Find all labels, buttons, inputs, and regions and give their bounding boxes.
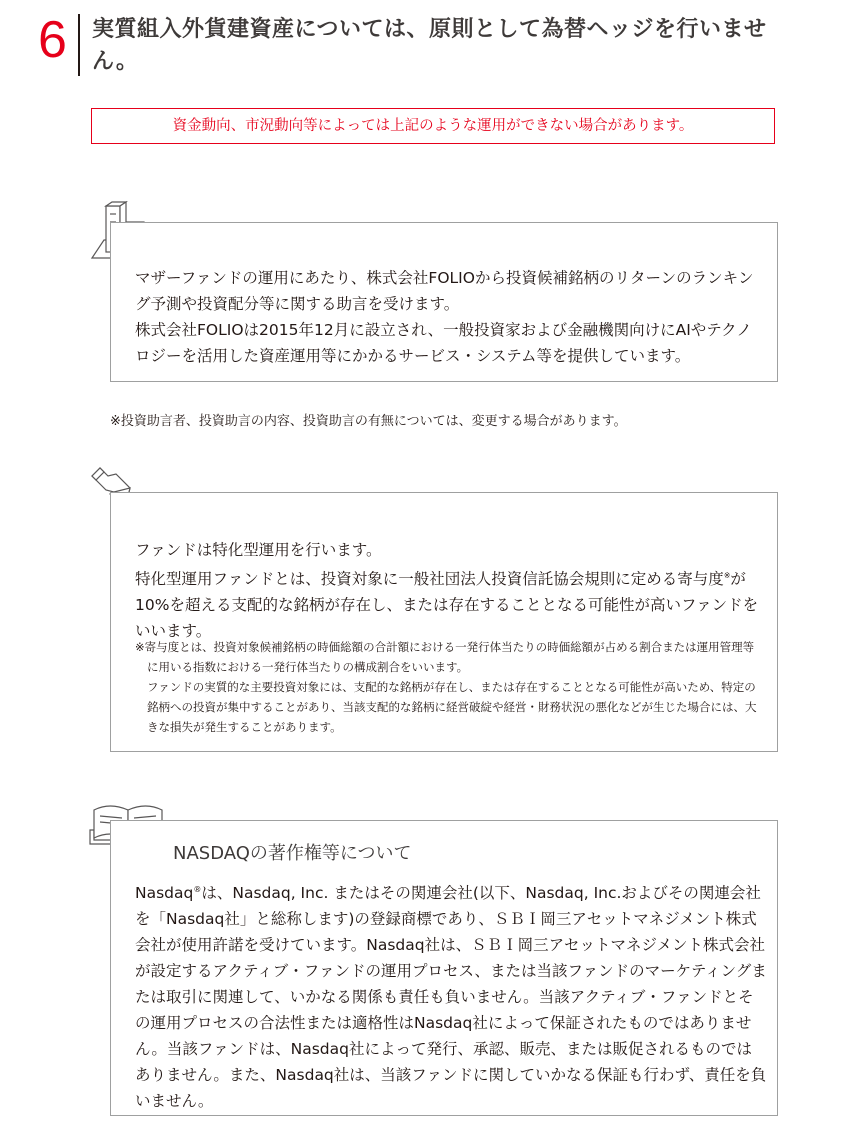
advisor-text-1: マザーファンドの運用にあたり、株式会社FOLIOから投資候補銘柄のリターンのランキング予測や投資配分等に関する助言を受けます。 bbox=[135, 269, 754, 313]
advisor-box bbox=[110, 222, 778, 382]
footnote-mark: ※ bbox=[723, 571, 731, 580]
specialized-line-2 bbox=[135, 563, 765, 644]
nasdaq-text bbox=[135, 877, 767, 1114]
nasdaq-title: NASDAQの著作権等について bbox=[173, 843, 412, 864]
specialized-note-1: ※寄与度とは、投資対象候補銘柄の時価総額の合計額における一発行体当たりの時価総額が占める割合または運用管理等に用いる指数における一発行体当たりの構成割合をいいます。 bbox=[135, 640, 755, 674]
specialized-line-1: ファンドは特化型運用を行います。 bbox=[135, 541, 382, 559]
advisor-footnote: ※投資助言者、投資助言の内容、投資助言の有無については、変更する場合があります。 bbox=[110, 414, 627, 429]
nasdaq-text-b: は、Nasdaq, Inc. またはその関連会社(以下、Nasdaq, Inc.およびその関連会社を「Nasdaq社」と総称します)の登録商標であり、ＳＢＩ岡三アセットマネジメント株式会社が使用許諾を受けています。Nasdaq社は、ＳＢＩ岡三アセットマネジメント株式会社が設定するアクティブ・ファンドの運用プロセス、または当該ファンドのマーケティングまたは取引に関連して、いかなる関係も責任も負いません。当該アクティブ・ファンドとその運用プロセスの合法性または適格性はNasdaq社によって保証されたものではありません。当該ファンドは、Nasdaq社によって発行、承認、販売、または販促されるものではありません。また、Nasdaq社は、当該ファンドに関していかなる保証も行わず、責任を負いません。 bbox=[135, 884, 767, 1111]
specialized-fund-box bbox=[110, 492, 778, 752]
specialized-notes bbox=[135, 637, 761, 737]
section-heading: 実質組入外貨建資産については、原則として為替ヘッジを行いません。 bbox=[92, 17, 767, 74]
specialized-line-2a: 特化型運用ファンドとは、投資対象に一般社団法人投資信託協会規則に定める寄与度 bbox=[135, 570, 724, 589]
nasdaq-text-a: Nasdaq bbox=[135, 884, 194, 903]
specialized-note-2: ファンドの実質的な主要投資対象には、支配的な銘柄が存在し、または存在することとなる可能性が高いため、特定の銘柄への投資が集中することがあり、当該支配的な銘柄に経営破綻や経営・財務状況の悪化などが生じた場合には、大きな損失が発生することがあります。 bbox=[147, 680, 757, 734]
section-number: 6 bbox=[38, 11, 67, 69]
specialized-line-2b: が10%を超える支配的な銘柄が存在し、または存在することとなる可能性が高いファンドをいいます。 bbox=[135, 570, 759, 641]
specialized-text bbox=[135, 537, 765, 644]
nasdaq-box bbox=[110, 820, 778, 1116]
registered-mark: ® bbox=[193, 885, 202, 894]
advisor-text-2: 株式会社FOLIOは2015年12月に設立され、一般投資家および金融機関向けにAIやテクノロジーを活用した資産運用等にかかるサービス・システム等を提供しています。 bbox=[135, 321, 752, 365]
notice-box: 資金動向、市況動向等によっては上記のような運用ができない場合があります。 bbox=[91, 108, 775, 144]
section-divider bbox=[78, 14, 80, 76]
